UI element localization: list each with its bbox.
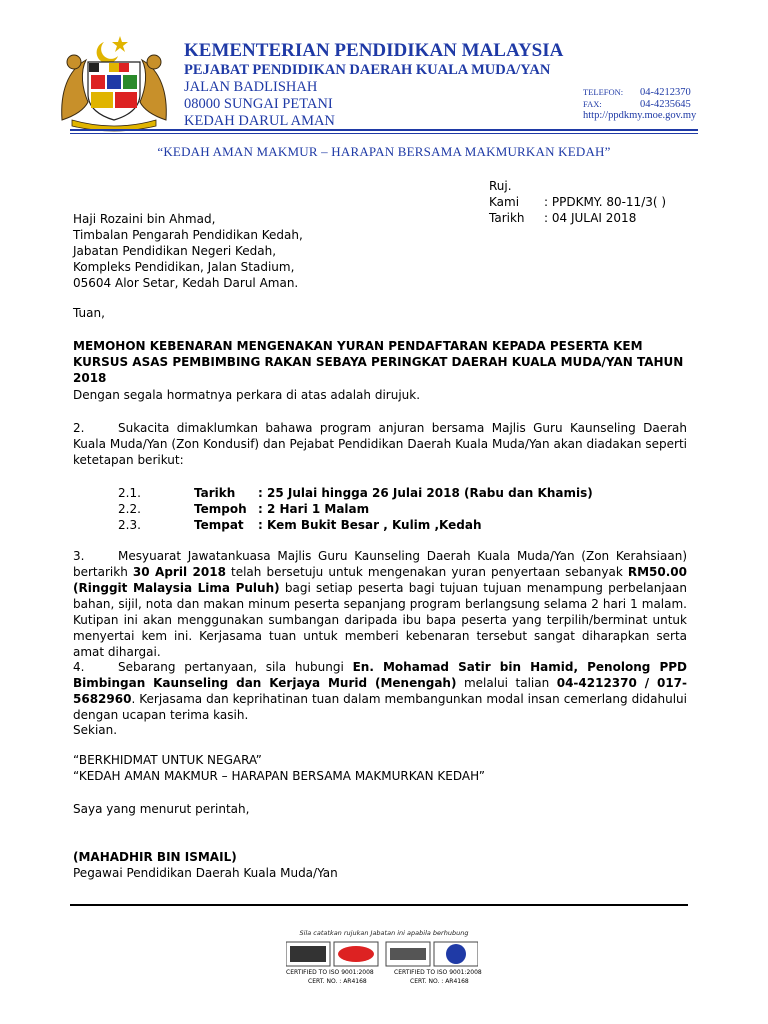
recipient-line: Haji Rozaini bin Ahmad, <box>73 212 216 226</box>
website-link[interactable]: http://ppdkmy.moe.gov.my <box>583 110 697 121</box>
telefon-number: 04-4212370 <box>640 87 691 98</box>
tarikh-label: Tarikh <box>489 211 525 225</box>
slogans <box>73 752 687 784</box>
malaysia-coat-of-arms-icon <box>58 32 170 132</box>
paragraph-3: 3. Mesyuarat Jawatankuasa Majlis Guru Kaunseling Daerah Kuala Muda/Yan (Zon Kerahsiaan) bertarikh 30 April 2018 telah bersetuju untuk mengenakan yuran penyertaan sebanyak RM50.00 (Ringgit Malaysia Lima Puluh) bagi setiap peserta bagi tujuan tujuan menampung perbelanjaan bahan, sijil, nota dan makan minum peserta sepanjang program berlangsung selama 2 hari 1 malam. Kutipan ini akan menggunakan sumbangan daripada ibu bapa peserta yang terpilih/berminat untuk menyertai kem ini. Kerjasama tuan untuk memberi kebenaran tersebut sangat diharapkan serta amat dihargai. <box>73 549 687 659</box>
detail-row: 2.3. Tempat : Kem Bukit Besar , Kulim ,Kedah <box>118 518 482 532</box>
address-line: 08000 SUNGAI PETANI <box>184 96 333 112</box>
footer-rule <box>70 904 688 906</box>
sign-off: Saya yang menurut perintah, <box>73 802 250 816</box>
header-rule-top <box>70 129 698 131</box>
recipient-line: 05604 Alor Setar, Kedah Darul Aman. <box>73 276 299 290</box>
paragraph-number: 2. <box>73 421 85 435</box>
ruj-value: : PPDKMY. 80-11/3( ) <box>544 195 667 209</box>
slogan-line: “BERKHIDMAT UNTUK NEGARA” <box>73 753 262 767</box>
ruj-label: Ruj. Kami <box>489 179 520 209</box>
signatory-name: (MAHADHIR BIN ISMAIL) <box>73 850 237 864</box>
fax-label: FAX: <box>583 99 602 109</box>
ministry-name: KEMENTERIAN PENDIDIKAN MALAYSIA <box>184 40 564 61</box>
slogan-line: “KEDAH AMAN MAKMUR – HARAPAN BERSAMA MAKMURKAN KEDAH” <box>73 769 485 783</box>
paragraph-4: 4. Sebarang pertanyaan, sila hubungi En. Mohamad Satir bin Hamid, Penolong PPD Bimbingan Kaunseling dan Kerjaya Murid (Menengah) melalui talian 04-4212370 / 017-5682960. Kerjasama dan keprihatinan tuan dalam membangunkan modal insan cemerlang didahului dengan ucapan terima kasih. <box>73 660 687 722</box>
program-details <box>118 485 593 533</box>
closing: Sekian. <box>73 723 118 737</box>
cert-2: CERTIFIED TO ISO 9001:2008 CERT. NO. : AR4168 <box>394 969 482 985</box>
paragraph-text: Sukacita dimaklumkan bahawa program anjuran bersama Majlis Guru Kaunseling Daerah Kuala Muda/Yan (Zon Kondusif) dan Pejabat Pendidikan Daerah Kuala Muda/Yan akan diadakan seperti ketetapan berikut: <box>73 421 687 467</box>
paragraph-2 <box>73 420 687 468</box>
telefon-label: TELEFON: <box>583 87 624 97</box>
address-line: KEDAH DARUL AMAN <box>184 113 335 129</box>
address-line: JALAN BADLISHAH <box>184 79 318 95</box>
motto: “KEDAH AMAN MAKMUR – HARAPAN BERSAMA MAKMURKAN KEDAH” <box>157 144 611 159</box>
tarikh-value: : 04 JULAI 2018 <box>544 211 637 225</box>
paragraph-number: 4. <box>73 660 85 674</box>
subject-line: MEMOHON KEBENARAN MENGENAKAN YURAN PENDAFTARAN KEPADA PESERTA KEM KURSUS ASAS PEMBIMBING RAKAN SEBAYA PERINGKAT DAERAH KUALA MUDA/YAN TAHUN 2018 <box>73 339 684 385</box>
fax-number: 04-4235645 <box>640 99 691 110</box>
cert-1: CERTIFIED TO ISO 9001:2008 CERT. NO. : AR4168 <box>286 969 374 985</box>
recipient-line: Jabatan Pendidikan Negeri Kedah, <box>73 244 277 258</box>
footer-note: Sila catatkan rujukan Jabatan ini apabila berhubung <box>299 929 469 937</box>
header-rule-bottom <box>70 133 698 134</box>
signatory-title: Pegawai Pendidikan Daerah Kuala Muda/Yan <box>73 866 338 880</box>
detail-row: 2.2. Tempoh : 2 Hari 1 Malam <box>118 502 370 516</box>
contact-block <box>583 86 696 122</box>
opening-line: Dengan segala hormatnya perkara di atas adalah dirujuk. <box>73 388 421 402</box>
salutation: Tuan, <box>73 306 105 320</box>
recipient-line: Kompleks Pendidikan, Jalan Stadium, <box>73 260 295 274</box>
paragraph-number: 3. <box>73 549 85 563</box>
recipient-line: Timbalan Pengarah Pendidikan Kedah, <box>73 228 303 242</box>
letterhead <box>184 40 563 130</box>
office-name: PEJABAT PENDIDIKAN DAERAH KUALA MUDA/YAN <box>184 62 551 78</box>
certification-logos-icon <box>286 940 478 968</box>
detail-row: 2.1. Tarikh : 25 Julai hingga 26 Julai 2018 (Rabu dan Khamis) <box>118 486 593 500</box>
signatory <box>73 849 687 881</box>
recipient-address <box>73 211 687 291</box>
